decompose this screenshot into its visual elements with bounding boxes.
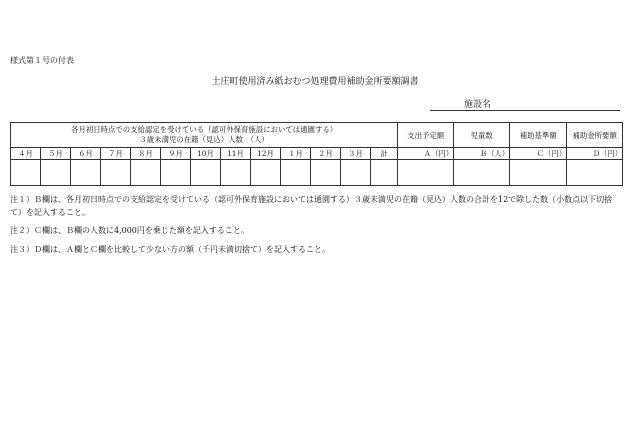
- enrollment-header-line1: 各月初日時点での支給認定を受けている（認可外保育施設においては通園する）: [71, 125, 338, 134]
- month-header-cell: ６月: [71, 148, 101, 160]
- notes-section: [10, 194, 622, 262]
- month-value-cell[interactable]: [161, 160, 191, 186]
- enrollment-header-cell: [11, 123, 398, 148]
- total-header-cell: 計: [371, 148, 398, 160]
- subsidy-table: [10, 122, 623, 186]
- document-title: 土庄町使用済み紙おむつ処理費用補助金所要額調書: [211, 77, 419, 87]
- col-unit-b: Ｂ（人）: [454, 148, 510, 160]
- col-header-required: 補助金所要額: [567, 123, 623, 148]
- month-value-cell[interactable]: [11, 160, 41, 186]
- col-unit-a: Ａ（円）: [398, 148, 454, 160]
- month-value-cell[interactable]: [191, 160, 221, 186]
- month-header-cell: 11月: [221, 148, 251, 160]
- facility-name-underline: [430, 110, 620, 111]
- month-header-cell: ４月: [11, 148, 41, 160]
- note-3: 注３）Ｄ欄は、Ａ欄とＣ欄を比較して少ない方の額（千円未満切捨て）を記入すること。: [10, 244, 330, 254]
- month-header-cell: ５月: [41, 148, 71, 160]
- month-value-cell[interactable]: [281, 160, 311, 186]
- value-cell-d[interactable]: [567, 160, 623, 186]
- value-cell-b[interactable]: [454, 160, 510, 186]
- month-value-cell[interactable]: [101, 160, 131, 186]
- month-header-cell: ３月: [341, 148, 371, 160]
- month-header-cell: ２月: [311, 148, 341, 160]
- value-cell-c[interactable]: [510, 160, 567, 186]
- month-header-cell: ７月: [101, 148, 131, 160]
- month-value-cell[interactable]: [251, 160, 281, 186]
- form-number: 様式第１号の付表: [10, 56, 74, 65]
- month-value-cell[interactable]: [131, 160, 161, 186]
- month-value-cell[interactable]: [41, 160, 71, 186]
- facility-name-label: 施設名: [464, 100, 492, 110]
- total-value-cell[interactable]: [371, 160, 398, 186]
- month-header-cell: 12月: [251, 148, 281, 160]
- month-value-cell[interactable]: [341, 160, 371, 186]
- note-1: 注１）Ｂ欄は、各月初日時点での支給認定を受けている（認可外保育施設においては通園する）３歳未満児の在籍（見込）人数の合計を12で除した数（小数点以下切捨て）を記入すること。: [10, 195, 613, 217]
- note-2: 注２）Ｃ欄は、Ｂ欄の人数に4,000円を乗じた額を記入すること。: [10, 226, 249, 235]
- col-header-children: 児童数: [454, 123, 510, 148]
- value-cell-a[interactable]: [398, 160, 454, 186]
- month-value-cell[interactable]: [221, 160, 251, 186]
- month-value-cell[interactable]: [71, 160, 101, 186]
- col-unit-c: Ｃ（円）: [510, 148, 567, 160]
- col-unit-d: Ｄ（円）: [567, 148, 623, 160]
- month-header-cell: １月: [281, 148, 311, 160]
- month-header-cell: ９月: [161, 148, 191, 160]
- col-header-expenditure: 支出予定額: [398, 123, 454, 148]
- month-header-cell: ８月: [131, 148, 161, 160]
- month-header-cell: 10月: [191, 148, 221, 160]
- month-value-cell[interactable]: [311, 160, 341, 186]
- col-header-standard: 補助基準額: [510, 123, 567, 148]
- enrollment-header-line2: ３歳未満児の在籍（見込）人数 （人）: [139, 135, 269, 144]
